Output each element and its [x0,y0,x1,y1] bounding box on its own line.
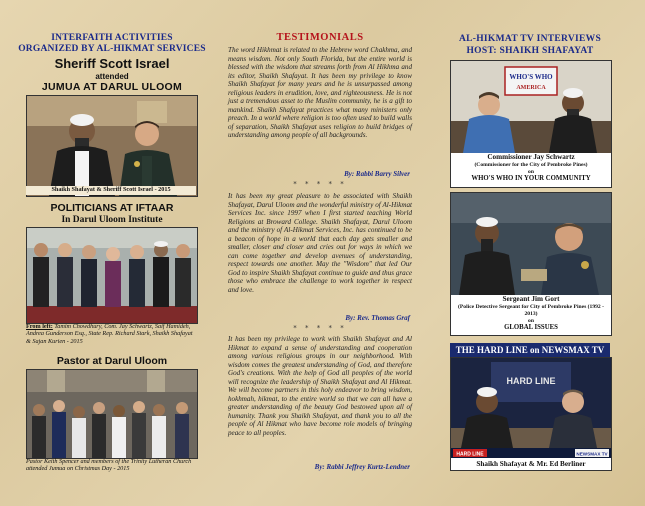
interview-1-role: (Commissioner for the City of Pembroke Pines) [474,161,588,168]
tv-logo-america: AMERICA [516,85,546,91]
interview-2-caption [451,295,611,332]
testimonial-3: It has been my privilege to work with Shaikh Shafayat and Al Hikmat to expand a sense of understanding and cooperation among various religious groups in our neighborhood. With wisdom comes the greatest understanding of God, and therefore God's creations. With the help of God all peoples of the world will recognize the leadership of Shaikh Shafayat and Al Hikmat. We will become partners in this holy endeavor to bring wisdom, hokhmah, hikmat, to the entire world so that we can all have a greater understanding of the beauty God bestowed upon all of humanity. Thank you Shaikh Shafayat, and thank you to all the people of Al Hikmat who have become role models of bringing peace to all peoples. [228,335,412,438]
iftaar-photo-caption [26,323,198,345]
interview-2-on: on [528,317,534,324]
interview-3-photo [451,358,611,458]
stars-divider-2: * * * * * [293,324,347,332]
testimonial-2-author: By: Rev. Thomas Graf [345,314,410,322]
newsmax-badge: NEWSMAX TV [576,451,608,457]
pastor-photo [26,369,198,459]
organized-by-heading: ORGANIZED BY AL-HIKMAT SERVICES [18,44,206,54]
interview-2-role: (Police Detective Sergeant for City of Pembroke Pines (1992 - 2013) [458,303,604,317]
left-column [18,0,206,506]
iftaar-photo-image [27,228,197,323]
interview-2-card [450,192,612,336]
testimonial-2: It has been my great pleasure to be associated with Shaikh Shafayat, Darul Uloom and the wonderful ministry of Al-Hikmat Services Inc. since 1997 when I first started teaching World Religions at Broward College. Shaikh Shafayat, Darul Uloom and the ministry of Al-Hikmat Services, Inc. has continued to be a beacon of hope in a world that each day gets smaller and smaller, closer and closer and cries out for ways in which we can come together and develop avenues of understanding, respect towards one another. May the "Wisdom" that led Our God to inspire Shaikh Shafayat continue to guide and thus grace those who embrace the challenge to work together in respect and love. [228,192,412,295]
hardline-banner: THE HARD LINE on NEWSMAX TV [450,343,610,357]
testimonials-column [228,0,412,506]
interviews-heading: AL-HIKMAT TV INTERVIEWS [458,34,602,44]
pastor-photo-caption: Pastor Keith Spencer and members of the Trinity Lutheran Church attended Jumua on Christmas Day - 2015 [26,458,192,473]
sheriff-photo-image [27,96,197,196]
interview-1-photo [451,61,611,153]
jumua-heading: JUMUA AT DARUL ULOOM [41,81,183,93]
interview-3-card [450,357,612,471]
institute-heading: In Darul Uloom Institute [61,215,163,225]
interview-1-caption [451,153,611,183]
from-left-label: From left: [26,323,53,330]
interview-3-caption: Shaikh Shafayat & Mr. Ed Berliner [451,459,611,469]
sheriff-heading: Sheriff Scott Israel [54,56,170,71]
interview-2-name: Sergeant Jim Gort [502,295,560,303]
iftaar-caption-text: Tamim Chowdhury, Com. Jay Schwartz, Saif Hamideh, Andrea Gunderson Esq., State Rep. Richard Stark, Shaikh Shafayat & Sajan Kurien - 2015 [26,323,193,345]
right-column [446,0,614,506]
sheriff-photo [26,95,198,197]
iftaar-photo [26,227,198,324]
interview-1-on: on [528,168,534,175]
stars-divider-1: * * * * * [293,180,347,188]
testimonial-3-author: By: Rabbi Jeffrey Kurtz-Lendner [314,463,410,471]
tv-logo-whos-who: WHO'S WHO [509,73,553,81]
interview-1-topic: WHO'S WHO IN YOUR COMMUNITY [471,175,591,182]
pastor-heading: Pastor at Darul Uloom [56,355,168,367]
politicians-heading: POLITICIANS AT IFTAAR [50,202,174,214]
interview-1-name: Commissioner Jay Schwartz [487,153,575,161]
interview-2-photo [451,193,611,295]
attended-text: attended [95,72,129,81]
testimonials-title: TESTIMONIALS [276,32,364,43]
hardline-badge: HARD LINE [456,451,484,458]
interview-2-topic: GLOBAL ISSUES [504,324,558,331]
sheriff-photo-caption: Shaikh Shafayat & Sheriff Scott Israel - 2015 [26,186,196,195]
interfaith-heading: INTERFAITH ACTIVITIES [51,33,173,43]
hardline-set-logo: HARD LINE [506,376,556,386]
pastor-photo-image [27,370,197,458]
host-heading: HOST: SHAIKH SHAFAYAT [466,46,594,56]
interview-1-card [450,60,612,188]
testimonial-1: The word Hikhmat is related to the Hebrew word Chakhma, and means wisdom. Not only South Florida, but the entire world is blessed with the wisdom that streams forth from Al Hikhma and its editor, Shaikh Shafayat. It has been my privilege to know Shaikh Shafayat for many years and he is unsurpassed among religious leaders in erudition, love, and righteousness. He is not just a tremendous asset to the Muslim community, he is a gift to mankind. Shaikh Shafayat practices what many ministers only preach. In a world where religion is too often used to build walls of separation, Shaikh Shafayat uses religion to build bridges of understanding among people of all backgrounds. [228,46,412,140]
testimonial-1-author: By: Rabbi Barry Silver [344,170,410,178]
